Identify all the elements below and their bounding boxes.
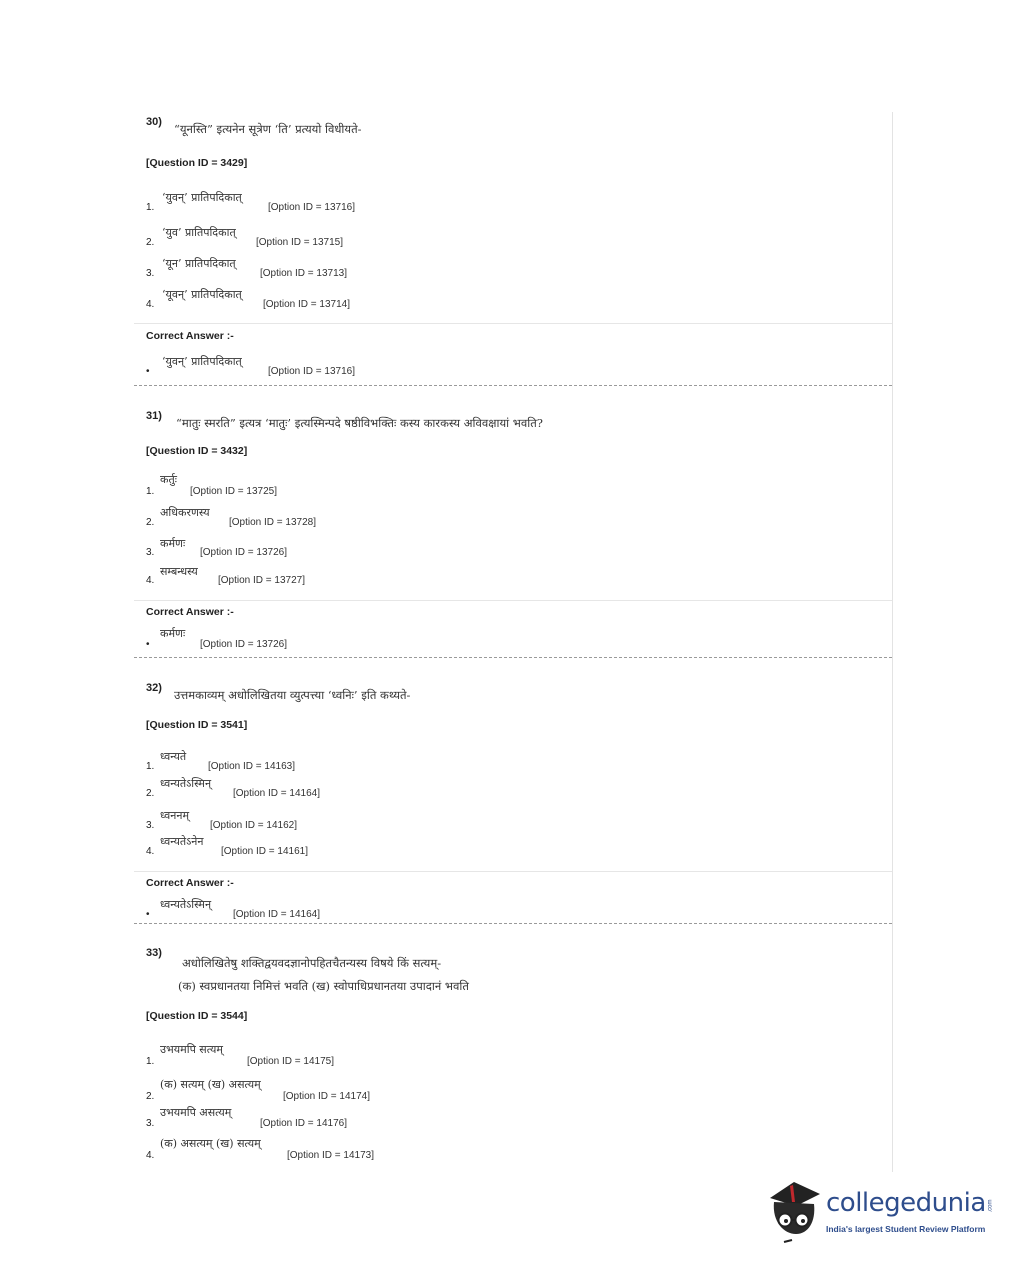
option-text: कर्तुः (160, 473, 177, 486)
collegedunia-logo (762, 1176, 1002, 1246)
option-number: 3. (146, 820, 155, 831)
logo-tagline: India's largest Student Review Platform (826, 1224, 986, 1234)
answer-bullet: • (146, 909, 150, 920)
answer-text: ध्वन्यतेऽस्मिन् (160, 898, 212, 911)
question-text: “यूनस्ति” इत्यनेन सूत्रेण ‘ति’ प्रत्ययो विधीयते- (174, 122, 362, 136)
option-id: [Option ID = 13715] (256, 237, 344, 248)
option-text: कर्मणः (160, 537, 186, 550)
answer-bullet: • (146, 366, 150, 377)
logo-domain: .com (987, 1199, 994, 1213)
option-id: [Option ID = 14173] (287, 1150, 375, 1161)
option-number: 3. (146, 1118, 155, 1129)
correct-answer-label: Correct Answer :- (146, 606, 234, 618)
answer-text: ‘युवन्’ प्रातिपदिकात् (162, 355, 242, 368)
answer-bullet: • (146, 639, 150, 650)
option-id: [Option ID = 13727] (218, 575, 306, 586)
option-number: 1. (146, 202, 155, 213)
answer-text: कर्मणः (160, 627, 186, 640)
option-number: 1. (146, 1056, 155, 1067)
question-paper (134, 112, 893, 1172)
question-separator (134, 657, 892, 658)
question-number: 31) (146, 410, 162, 422)
question-separator (134, 923, 892, 924)
option-id: [Option ID = 14175] (247, 1056, 335, 1067)
option-text: अधिकरणस्य (160, 506, 210, 519)
option-number: 1. (146, 486, 155, 497)
option-id: [Option ID = 14161] (221, 846, 309, 857)
logo-wordmark: collegedunia (826, 1188, 986, 1218)
option-text: ‘यूवन्’ प्रातिपदिकात् (162, 288, 242, 301)
option-number: 2. (146, 1091, 155, 1102)
question-id: [Question ID = 3544] (146, 1010, 248, 1022)
question-number: 32) (146, 682, 162, 694)
question-number: 30) (146, 116, 162, 128)
question-text: “मातुः स्मरति” इत्यत्र ‘मातुः’ इत्यस्मिन्पदे षष्ठीविभक्तिः कस्य कारकस्य अविवक्षायां भवति? (176, 416, 543, 430)
option-text: ध्वन्यतेऽस्मिन् (160, 777, 212, 790)
option-id: [Option ID = 13728] (229, 517, 317, 528)
option-id: [Option ID = 13714] (263, 299, 351, 310)
question-id: [Question ID = 3429] (146, 157, 248, 169)
option-text: ‘युवन्’ प्रातिपदिकात् (162, 191, 242, 204)
option-text: ध्वन्यतेऽनेन (160, 835, 204, 848)
question-id: [Question ID = 3541] (146, 719, 248, 731)
option-text: उभयमपि असत्यम् (160, 1106, 232, 1119)
mascot-icon (762, 1176, 826, 1246)
option-text: ‘यून’ प्रातिपदिकात् (162, 257, 236, 270)
question-separator (134, 385, 892, 386)
answer-option-id: [Option ID = 14164] (233, 909, 321, 920)
option-text: ध्वननम् (160, 809, 190, 822)
question-text: अधोलिखितेषु शक्तिद्वयवदज्ञानोपहितचैतन्यस्य विषये किं सत्यम्- (182, 956, 442, 970)
divider (134, 871, 892, 872)
option-id: [Option ID = 14176] (260, 1118, 348, 1129)
option-number: 2. (146, 788, 155, 799)
option-number: 1. (146, 761, 155, 772)
question-number: 33) (146, 947, 162, 959)
correct-answer-label: Correct Answer :- (146, 877, 234, 889)
option-id: [Option ID = 14174] (283, 1091, 371, 1102)
option-number: 4. (146, 846, 155, 857)
divider (134, 323, 892, 324)
option-number: 4. (146, 1150, 155, 1161)
option-text: ‘युव’ प्रातिपदिकात् (162, 226, 236, 239)
correct-answer-label: Correct Answer :- (146, 330, 234, 342)
option-number: 3. (146, 268, 155, 279)
option-text: (क) असत्यम् (ख) सत्यम् (160, 1137, 261, 1150)
option-number: 3. (146, 547, 155, 558)
option-text: उभयमपि सत्यम् (160, 1043, 223, 1056)
option-number: 4. (146, 575, 155, 586)
question-text: उत्तमकाव्यम् अधोलिखितया व्युत्पत्त्या ‘ध्वनिः’ इति कथ्यते- (174, 688, 411, 702)
divider (134, 600, 892, 601)
option-text: सम्बन्धस्य (160, 565, 198, 578)
option-id: [Option ID = 13716] (268, 202, 356, 213)
option-id: [Option ID = 13713] (260, 268, 348, 279)
option-number: 2. (146, 237, 155, 248)
option-text: ध्वन्यते (160, 750, 187, 763)
answer-option-id: [Option ID = 13726] (200, 639, 288, 650)
question-text-line-2: (क) स्वप्रधानतया निमित्तं भवति (ख) स्वोपाधिप्रधानतया उपादानं भवति (178, 979, 469, 993)
option-id: [Option ID = 14162] (210, 820, 298, 831)
answer-option-id: [Option ID = 13716] (268, 366, 356, 377)
question-id: [Question ID = 3432] (146, 445, 248, 457)
option-text: (क) सत्यम् (ख) असत्यम् (160, 1078, 261, 1091)
option-number: 2. (146, 517, 155, 528)
option-id: [Option ID = 13725] (190, 486, 278, 497)
option-id: [Option ID = 14163] (208, 761, 296, 772)
option-id: [Option ID = 14164] (233, 788, 321, 799)
option-id: [Option ID = 13726] (200, 547, 288, 558)
option-number: 4. (146, 299, 155, 310)
